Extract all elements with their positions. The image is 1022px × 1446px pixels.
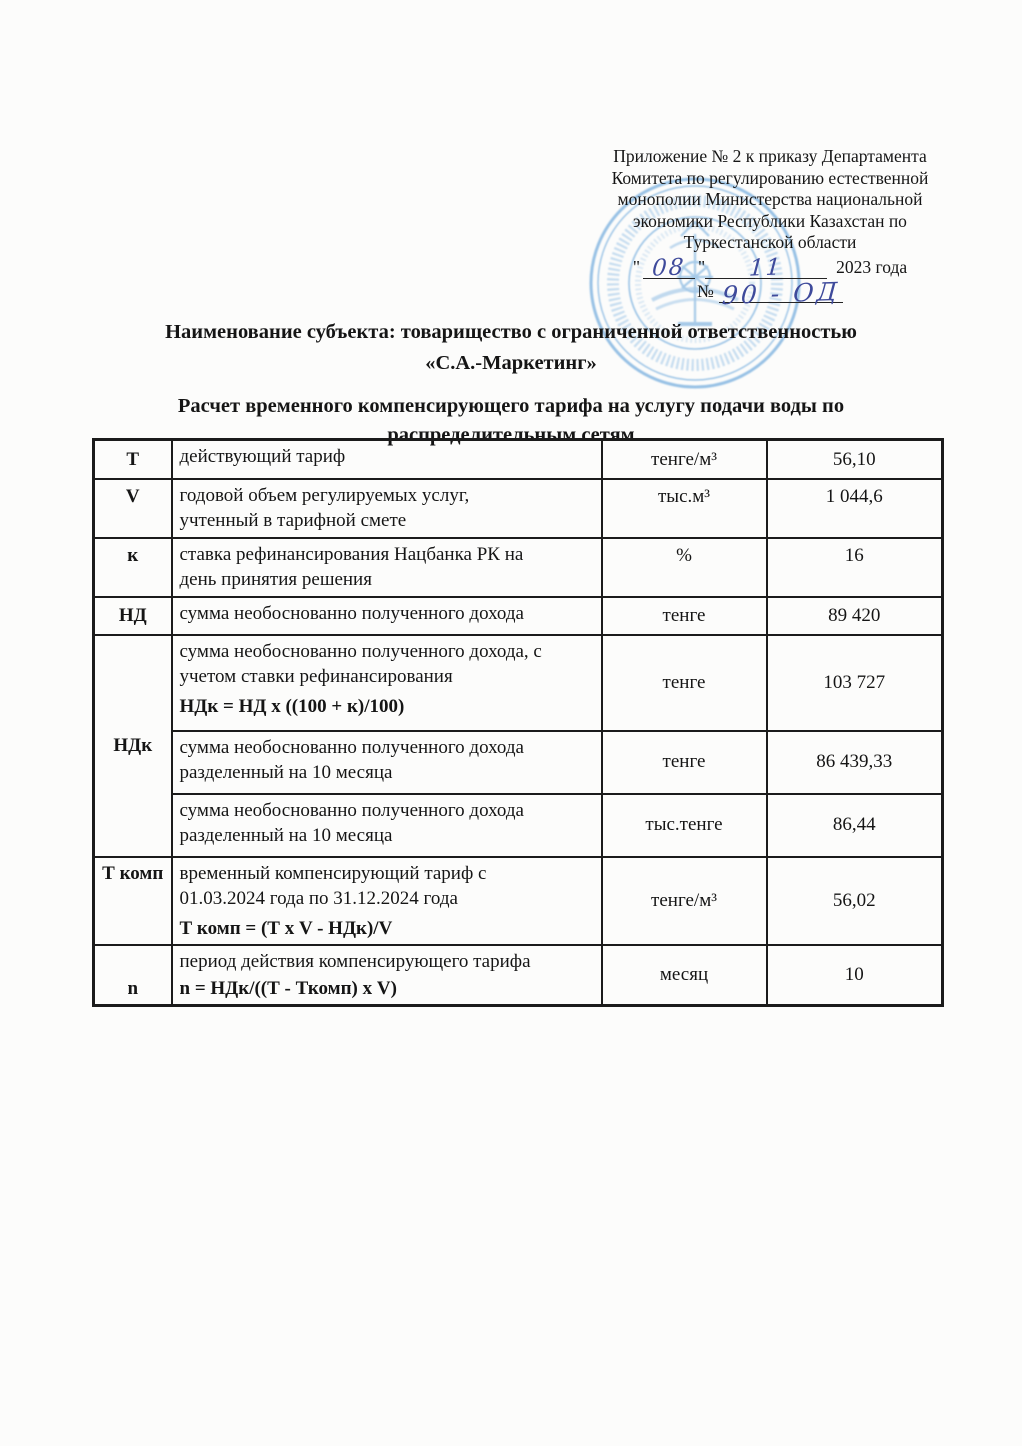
row-unit: тенге [602, 597, 767, 635]
number-blank [719, 276, 843, 311]
description-line: 01.03.2024 года по 31.12.2024 года [179, 888, 458, 909]
order-number-line [596, 276, 944, 311]
row-value: 89 420 [767, 597, 943, 635]
description-line: период действия компенсирующего тарифа [179, 951, 531, 972]
description-line: учетом ставки рефинансирования [179, 666, 453, 687]
row-symbol: НДк [94, 635, 172, 857]
description-line: сумма необоснованно полученного дохода [179, 736, 524, 758]
table-row [94, 857, 943, 946]
tariff-calculation-table [92, 438, 944, 1007]
row-symbol: V [94, 479, 172, 538]
formula-line: Т комп = (Т х V - НДк)/V [179, 917, 393, 939]
row-value: 56,02 [767, 857, 943, 946]
row-unit: тенге [602, 635, 767, 731]
formula-line: n = НДк/((Т - Ткомп) х V) [179, 977, 397, 999]
formula-line: НДк = НД х ((100 + к)/100) [179, 695, 405, 717]
table-row [94, 794, 943, 857]
row-unit: тыс.м³ [602, 479, 767, 538]
table-row [94, 479, 943, 538]
description-line: временный компенсирующий тариф с [179, 862, 487, 884]
approval-note-line: Приложение № 2 к приказу Департамента [613, 146, 927, 166]
row-description [172, 440, 602, 479]
row-symbol: n [94, 945, 172, 1006]
row-unit: месяц [602, 945, 767, 1006]
approval-note-line: экономики Республики Казахстан по [633, 210, 907, 231]
row-symbol: к [94, 538, 172, 597]
table-row [94, 440, 943, 479]
handwritten-day: 08 [651, 254, 687, 282]
description-line: действующий тариф [179, 446, 346, 467]
table-row [94, 538, 943, 597]
table-row [94, 635, 943, 731]
approval-note-line: монополии Министерства национальной [617, 189, 923, 210]
row-description [172, 794, 602, 857]
row-value: 86,44 [767, 794, 943, 857]
month-blank [705, 254, 827, 282]
description-line: ставка рефинансирования Нацбанка РК на [179, 543, 524, 565]
handwritten-month: 11 [748, 254, 784, 282]
quote-mark: " [697, 257, 706, 278]
table-row [94, 597, 943, 635]
order-date-line [596, 254, 944, 282]
row-description [172, 597, 602, 635]
description-line: годовой объем регулируемых услуг, [179, 484, 470, 506]
row-description [172, 857, 602, 946]
calculation-title-line1: Расчет временного компенсирующего тарифа на услугу подачи воды по [177, 395, 845, 417]
description-line: сумма необоснованно полученного дохода [179, 799, 524, 821]
row-value: 56,10 [767, 440, 943, 479]
approval-note-line: Туркестанской области [683, 232, 857, 253]
day-blank [643, 254, 695, 282]
row-symbol: НД [94, 597, 172, 635]
row-symbol: Т [94, 440, 172, 479]
year-suffix: 2023 года [836, 257, 908, 278]
row-unit: тыс.тенге [602, 794, 767, 857]
subject-title-line1: Наименование субъекта: товарищество с ограниченной ответственностью [165, 321, 857, 343]
row-description [172, 731, 602, 794]
quote-mark: " [632, 257, 640, 278]
handwritten-order-number: 90 - ОД [720, 276, 841, 311]
row-value: 103 727 [767, 635, 943, 731]
row-value: 10 [767, 945, 943, 1006]
row-unit: тенге/м³ [602, 857, 767, 946]
description-line: день принятия решения [179, 569, 372, 590]
table-row [94, 945, 943, 1006]
description-line: сумма необоснованно полученного дохода, с [179, 640, 542, 662]
description-line: сумма необоснованно полученного дохода [179, 602, 524, 624]
row-description [172, 538, 602, 597]
row-description [172, 945, 602, 1006]
row-description [172, 635, 602, 731]
row-symbol: Т комп [94, 857, 172, 946]
subject-title-line2: «С.А.-Маркетинг» [425, 352, 597, 374]
number-sign: № [697, 281, 714, 302]
table-row [94, 731, 943, 794]
description-line: разделенный на 10 месяца [179, 825, 393, 846]
title-block [0, 317, 1022, 449]
row-unit: % [602, 538, 767, 597]
approval-note [596, 146, 944, 311]
description-line: разделенный на 10 месяца [179, 762, 393, 783]
row-value: 86 439,33 [767, 731, 943, 794]
description-line: учтенный в тарифной смете [179, 510, 407, 531]
calculation-title-line2: распределительным сетям [387, 423, 635, 446]
approval-note-line: Комитета по регулированию естественной [611, 167, 929, 188]
row-description [172, 479, 602, 538]
row-value: 1 044,6 [767, 479, 943, 538]
row-value: 16 [767, 538, 943, 597]
row-unit: тенге/м³ [602, 440, 767, 479]
row-unit: тенге [602, 731, 767, 794]
